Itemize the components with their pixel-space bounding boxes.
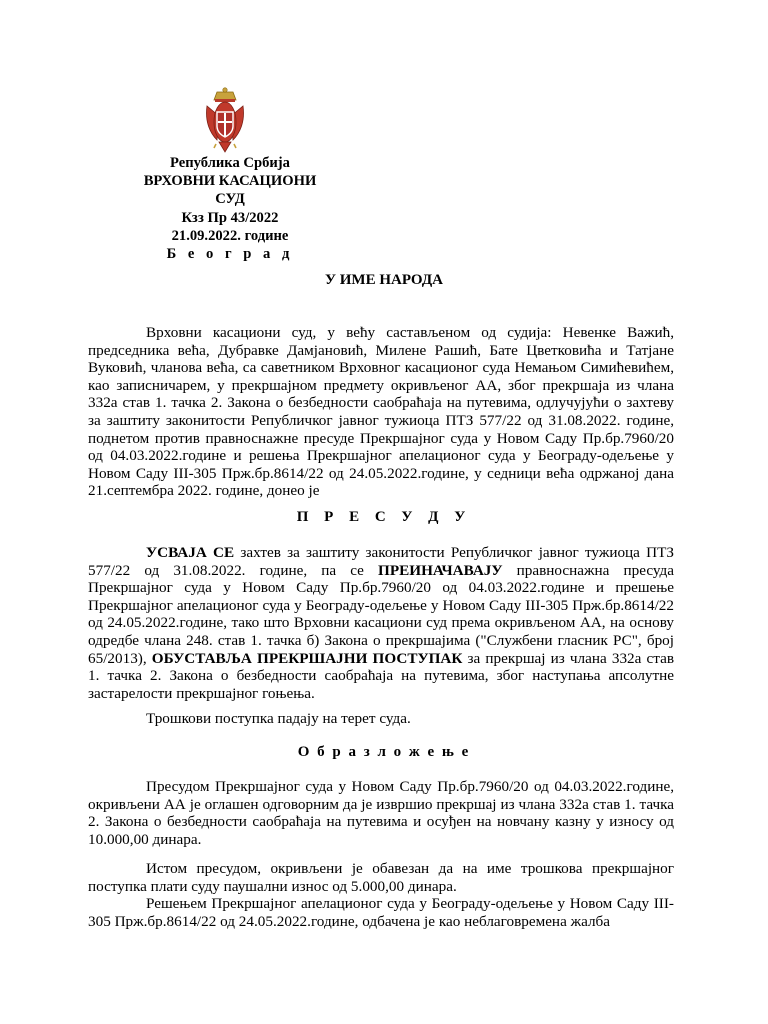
decision-date: 21.09.2022. године	[171, 227, 289, 244]
verdict-text-2: правноснажна пресуда Прекршајног суда у Новом Саду Пр.бр.7960/20 од 04.03.2022.године и прешење Прекршајног апелационог суда у Београду-одељење у Новом Саду III-305 Прж.бр.8614/22 од 24.05.2022.године, тако што Врховни касациони суд према окривљеном АА, на основу одредбе члана 248. став 1. тачка б) Закона о прекршајима ("Службени гласник РС", број 65/2013),	[88, 561, 674, 667]
city-name: Б е о г р а д	[166, 246, 294, 263]
reasoning-paragraph-1: Пресудом Прекршајног суда у Новом Саду Пр.бр.7960/20 од 04.03.2022.године, окривљени АА је оглашен одговорним да је извршио прекршај из члана 332а став 1. тачка 2. Закона о безбедности саобраћаја на путевима и осуђен на новчану казну у износу од 10.000,00 динара.	[88, 778, 674, 848]
verdict-text-3: за прекршај из члана 332а став 1. тачка 2. Закона о безбедности саобраћаја на путевима, због наступања апсолутне застарелости прекршајног гоњења.	[88, 649, 674, 702]
case-number: Кзз Пр 43/2022	[181, 209, 279, 226]
coat-of-arms-emblem	[203, 86, 247, 154]
title-in-the-name-of-people: У ИМЕ НАРОДА	[325, 272, 443, 288]
court-name: ВРХОВНИ КАСАЦИОНИ СУД	[143, 173, 317, 208]
court-header	[130, 154, 330, 263]
verdict-modify: ПРЕИНАЧАВАЈУ	[378, 561, 503, 579]
verdict-paragraph	[88, 544, 674, 702]
verdict-text-1: захтев за заштиту законитости Републичког јавног тужиоца ПТЗ 577/22 од 31.08.2022. године, па се	[88, 544, 674, 579]
country-name: Република Србија	[170, 155, 290, 171]
verdict-suspend: ОБУСТАВЉА ПРЕКРШАЈНИ ПОСТУПАК	[151, 649, 463, 667]
reasoning-paragraph-2: Истом пресудом, окривљени је обавезан да на име трошкова прекршајног поступка плати суду паушални износ од 5.000,00 динара.	[88, 860, 674, 895]
reasoning-paragraph-3: Решењем Прекршајног апелационог суда у Београду-одељење у Новом Саду III-305 Прж.бр.8614/22 од 24.05.2022.године, одбачена је као неблаговремена жалба	[88, 895, 674, 930]
verdict-accept: УСВАЈА СЕ	[146, 544, 235, 561]
costs-paragraph: Трошкови поступка падају на терет суда.	[146, 710, 411, 727]
title-reasoning: О б р а з л о ж е њ е	[297, 744, 471, 760]
title-verdict: П Р Е С У Д У	[296, 509, 472, 525]
intro-paragraph: Врховни касациони суд, у већу састављеном од судија: Невенке Важић, председника већа, Дубравке Дамјановић, Милене Рашић, Бате Цветковића и Татјане Вуковић, чланова већа, са саветником Врховног касационог суда Немањом Симићевићем, као записничарем, у прекршајном предмету окривљеног АА, због прекршаја из члана 332а став 1. тачка 2. Закона о безбедности саобраћаја на путевима, одлучујући о захтеву за заштиту законитости Републичког јавног тужиоца ПТЗ 577/22 од 31.08.2022. године, поднетом против правноснажне пресуде Прекршајног суда у Новом Саду Пр.бр.7960/20 од 04.03.2022.године и решења Прекршајног апелационог суда у Београду-одељење у Новом Саду III-305 Прж.бр.8614/22 од 24.05.2022.године, у седници већа одржаној дана 21.септембра 2022. године, донео је	[88, 324, 674, 500]
